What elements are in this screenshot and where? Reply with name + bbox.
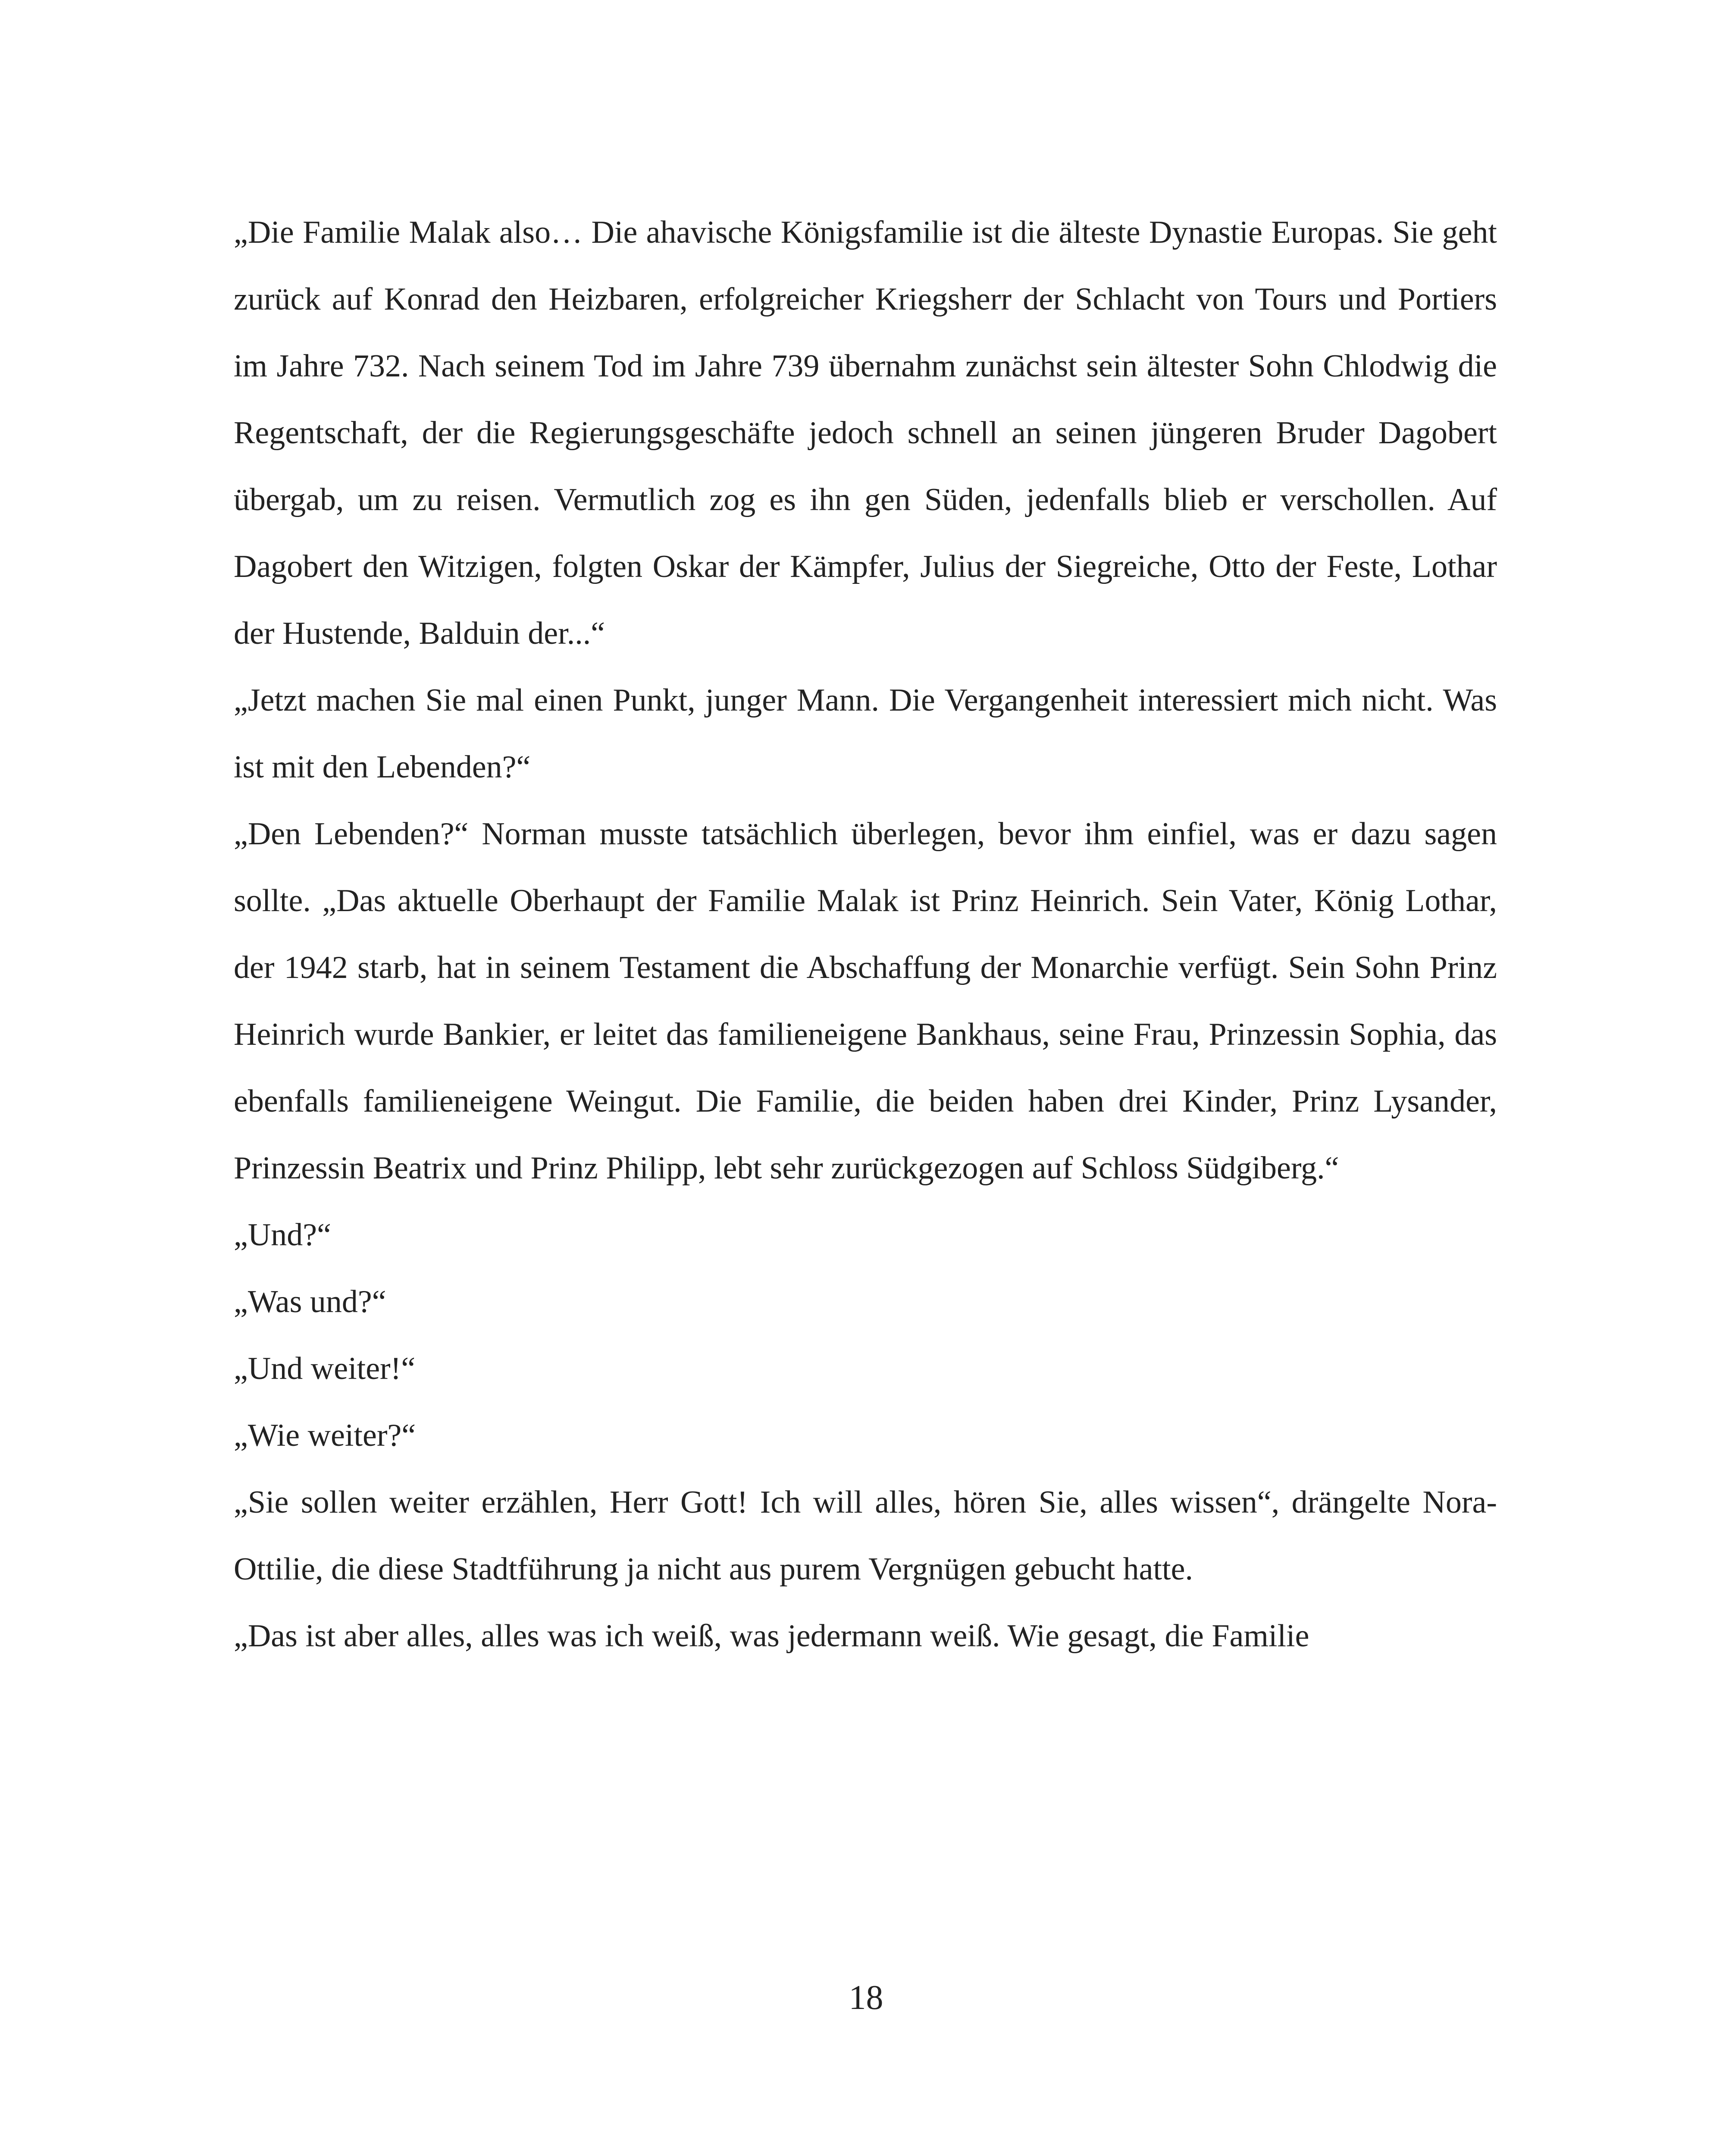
paragraph-final-line: „Das ist aber alles, alles was ich weiß, was jedermann weiß. Wie gesagt, die Familie xyxy=(234,1618,1309,1654)
page-number: 18 xyxy=(849,1979,883,2017)
paragraph-living-family: „Den Lebenden?“ Norman musste tatsächlich überlegen, bevor ihm einfiel, was er dazu sagen sollte. „Das aktuelle Oberhaupt der Familie Malak ist Prinz Heinrich. Sein Vater, König Lothar, der 1942 starb, hat in seinem Testament die Abschaffung der Monarchie verfügt. Sein Sohn Prinz Heinrich wurde Bankier, er leitet das familieneigene Bankhaus, seine Frau, Prinzessin Sophia, das ebenfalls familieneigene Weingut. Die Familie, die beiden haben drei Kinder, Prinz Lysander, Prinzessin Beatrix und Prinz Philipp, lebt sehr zurückgezogen auf Schloss Südgiberg.“ xyxy=(234,816,1497,1186)
paragraph-nora-ottilie: „Sie sollen weiter erzählen, Herr Gott! Ich will alles, hören Sie, alles wissen“, drängelte Nora-Ottilie, die diese Stadtführung ja nicht aus purem Vergnügen gebucht hatte. xyxy=(234,1485,1497,1587)
paragraph-interruption: „Jetzt machen Sie mal einen Punkt, junger Mann. Die Vergangenheit interessiert mich nicht. Was ist mit den Lebenden?“ xyxy=(234,683,1497,785)
paragraph-und: „Und?“ xyxy=(234,1217,331,1253)
paragraph-was-und: „Was und?“ xyxy=(234,1284,386,1319)
paragraph-und-weiter: „Und weiter!“ xyxy=(234,1351,416,1386)
body-text xyxy=(234,199,1497,1670)
paragraph-history: „Die Familie Malak also… Die ahavische Königsfamilie ist die älteste Dynastie Europas. Sie geht zurück auf Konrad den Heizbaren, erfolgreicher Kriegsherr der Schlacht von Tours und Portiers im Jahre 732. Nach seinem Tod im Jahre 739 übernahm zunächst sein ältester Sohn Chlodwig die Regentschaft, der die Regierungsgeschäfte jedoch schnell an seinen jüngeren Bruder Dagobert übergab, um zu reisen. Vermutlich zog es ihn gen Süden, jedenfalls blieb er verschollen. Auf Dagobert den Witzigen, folgten Oskar der Kämpfer, Julius der Siegreiche, Otto der Feste, Lothar der Hustende, Balduin der...“ xyxy=(234,215,1497,651)
paragraph-wie-weiter: „Wie weiter?“ xyxy=(234,1418,416,1453)
